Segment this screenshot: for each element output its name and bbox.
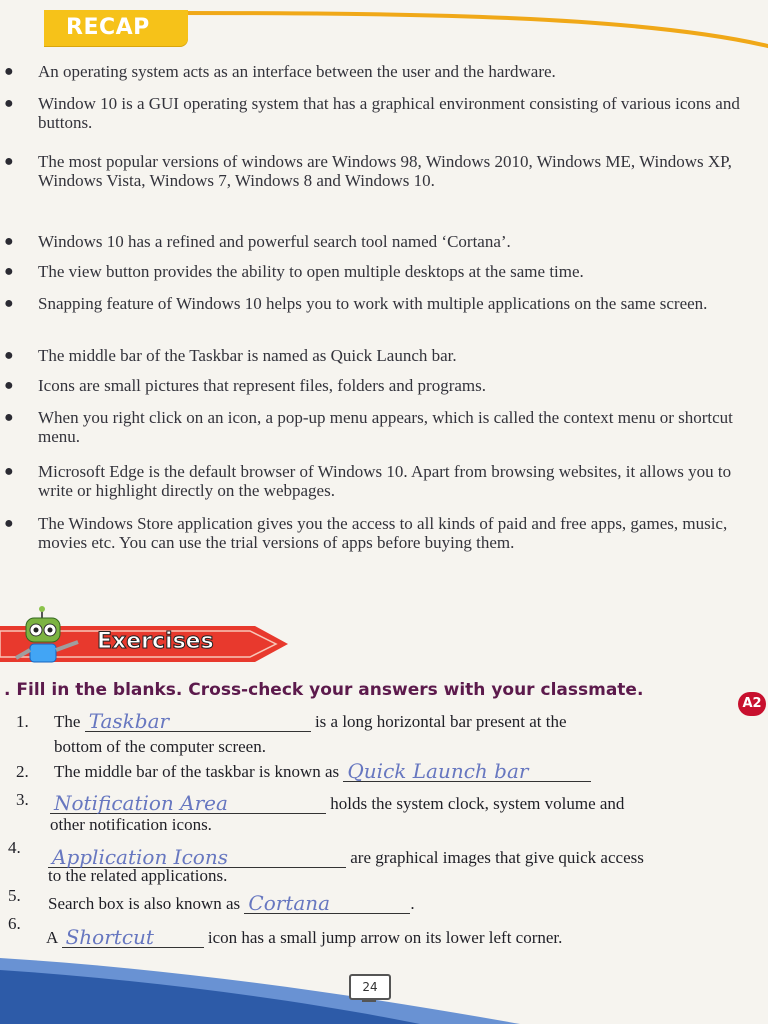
bullet-icon: ● xyxy=(4,295,14,312)
question-4-continuation: to the related applications. xyxy=(48,866,228,885)
list-item: ● Window 10 is a GUI operating system that has a graphical environment consisting of various icons and buttons. xyxy=(4,94,740,132)
list-item: ● Snapping feature of Windows 10 helps you to work with multiple applications on the same screen. xyxy=(4,294,708,313)
bullet-icon: ● xyxy=(4,347,14,364)
question-6: A Shortcut icon has a small jump arrow on its lower left corner. xyxy=(46,925,563,949)
bullet-icon: ● xyxy=(4,409,14,426)
list-item: ● Microsoft Edge is the default browser of Windows 10. Apart from browsing websites, it allows you to write or highlight directly on the webpages. xyxy=(4,462,732,500)
list-item: ● The middle bar of the Taskbar is named as Quick Launch bar. xyxy=(4,346,457,365)
question-number: 2. xyxy=(16,762,29,781)
exercises-title: Exercises xyxy=(97,629,214,654)
answer-blank[interactable]: Application Icons xyxy=(48,849,346,868)
recap-underline-decoration xyxy=(180,9,768,49)
bullet-icon: ● xyxy=(4,63,14,80)
question-1-continuation: bottom of the computer screen. xyxy=(54,737,266,756)
list-item: ● An operating system acts as an interface between the user and the hardware. xyxy=(4,62,556,81)
question-number: 5. xyxy=(8,886,21,905)
answer-blank[interactable]: Quick Launch bar xyxy=(343,763,591,782)
question-1: The Taskbar is a long horizontal bar present at the xyxy=(54,709,567,733)
list-item: ● Windows 10 has a refined and powerful search tool named ‘Cortana’. xyxy=(4,232,511,251)
bullet-icon: ● xyxy=(4,263,14,280)
answer-blank[interactable]: Cortana xyxy=(244,895,410,914)
question-3: Notification Area holds the system clock, system volume and xyxy=(50,794,760,814)
a2-badge: A2 xyxy=(738,692,766,716)
robot-mascot-icon xyxy=(12,606,82,668)
bullet-icon: ● xyxy=(4,153,14,170)
bullet-icon: ● xyxy=(4,233,14,250)
question-2: The middle bar of the taskbar is known as Quick Launch bar xyxy=(54,762,768,782)
question-3-continuation: other notification icons. xyxy=(50,815,212,834)
answer-blank[interactable]: Shortcut xyxy=(62,929,204,948)
question-5: Search box is also known as Cortana . xyxy=(48,891,415,915)
question-number: 3. xyxy=(16,790,29,809)
answer-blank[interactable]: Notification Area xyxy=(50,795,326,814)
bullet-icon: ● xyxy=(4,95,14,112)
recap-title: RECAP xyxy=(66,15,150,40)
question-number: 1. xyxy=(16,712,29,731)
question-4: Application Icons are graphical images that give quick access xyxy=(48,848,763,868)
list-item: ● The Windows Store application gives you the access to all kinds of paid and free apps, games, music, movies etc. You can use the trial versions of apps before buying them. xyxy=(4,514,728,552)
list-item: ● When you right click on an icon, a pop-up menu appears, which is called the context menu or shortcut menu. xyxy=(4,408,733,446)
bullet-icon: ● xyxy=(4,463,14,480)
exercise-instruction: . Fill in the blanks. Cross-check your answers with your classmate. xyxy=(4,680,644,700)
question-number: 4. xyxy=(8,838,21,857)
monitor-stand-icon xyxy=(362,998,376,1002)
bullet-icon: ● xyxy=(4,377,14,394)
answer-blank[interactable]: Taskbar xyxy=(85,713,311,732)
list-item: ● Icons are small pictures that represent files, folders and programs. xyxy=(4,376,486,395)
list-item: ● The view button provides the ability to open multiple desktops at the same time. xyxy=(4,262,584,281)
bullet-icon: ● xyxy=(4,515,14,532)
question-number: 6. xyxy=(8,914,21,933)
recap-header xyxy=(0,0,768,60)
list-item: ● The most popular versions of windows are Windows 98, Windows 2010, Windows ME, Windows XP, Windows Vista, Windows 7, Windows 8 and Windows 10. xyxy=(4,152,732,190)
page-number: 24 xyxy=(349,974,391,1000)
